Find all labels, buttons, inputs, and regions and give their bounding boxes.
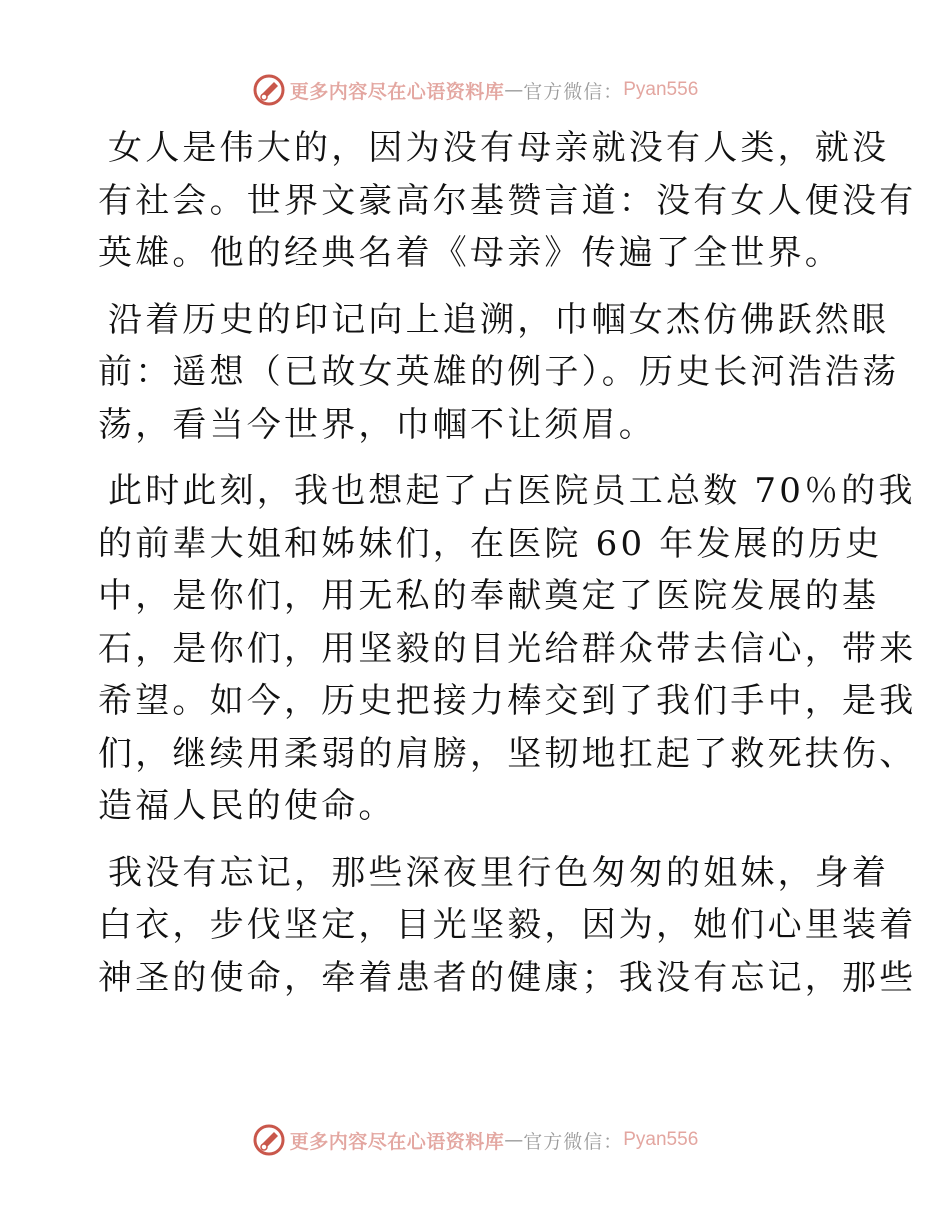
text-line: 白衣，步伐坚定，目光坚毅，因为，她们心里装着 xyxy=(98,905,917,945)
text-line: 女人是伟大的，因为没有母亲就没有人类，就没 xyxy=(108,128,890,168)
watermark-text: 更多内容尽在心语资料库 xyxy=(289,1130,505,1153)
watermark-official-label: 官方微信： xyxy=(523,1130,624,1153)
watermark-id: Pyan556 xyxy=(623,1129,699,1150)
text-line: 们，继续用柔弱的肩膀，坚韧地扛起了救死扶伤、 xyxy=(98,733,917,774)
watermark-text: 更多内容尽在心语资料库 xyxy=(289,80,505,103)
text-line: 英雄。他的经典名着《母亲》传遍了全世界。 xyxy=(98,233,842,273)
watermark-dash: — xyxy=(504,79,524,101)
paragraph-2 xyxy=(98,294,900,452)
text-line: 有社会。世界文豪高尔基赞言道：没有女人便没有 xyxy=(98,180,917,221)
document-body xyxy=(98,122,917,1018)
text-line: 石，是你们，用坚毅的目光给群众带去信心，带来 xyxy=(98,628,917,669)
watermark-logo-icon xyxy=(252,73,286,107)
text-line: 前：遥想（已故女英雄的例子）。历史长河浩浩荡 xyxy=(98,352,900,392)
footer-watermark xyxy=(0,1120,950,1160)
paragraph-3 xyxy=(98,465,917,833)
paragraph-1 xyxy=(98,122,917,280)
paragraph-4 xyxy=(98,847,917,1005)
text-line: 希望。如今，历史把接力棒交到了我们手中，是我 xyxy=(98,681,917,721)
watermark-dash: — xyxy=(504,1129,524,1151)
text-line: 此时此刻，我也想起了占医院员工总数 70％的我 xyxy=(108,471,916,511)
watermark-logo-icon xyxy=(252,1123,286,1157)
watermark-id: Pyan556 xyxy=(623,79,699,100)
watermark-official-label: 官方微信： xyxy=(523,80,624,103)
text-line: 神圣的使命，牵着患者的健康；我没有忘记，那些 xyxy=(98,957,917,998)
header-watermark xyxy=(0,70,950,110)
text-line: 中，是你们，用无私的奉献奠定了医院发展的基 xyxy=(98,576,880,616)
text-line: 沿着历史的印记向上追溯，巾帼女杰仿佛跃然眼 xyxy=(108,299,890,340)
text-line: 的前辈大姐和姊妹们，在医院 60 年发展的历史 xyxy=(98,523,883,564)
text-line: 我没有忘记，那些深夜里行色匆匆的姐妹，身着 xyxy=(108,852,890,893)
text-line: 造福人民的使命。 xyxy=(98,786,396,826)
text-line: 荡，看当今世界，巾帼不让须眉。 xyxy=(98,404,656,445)
